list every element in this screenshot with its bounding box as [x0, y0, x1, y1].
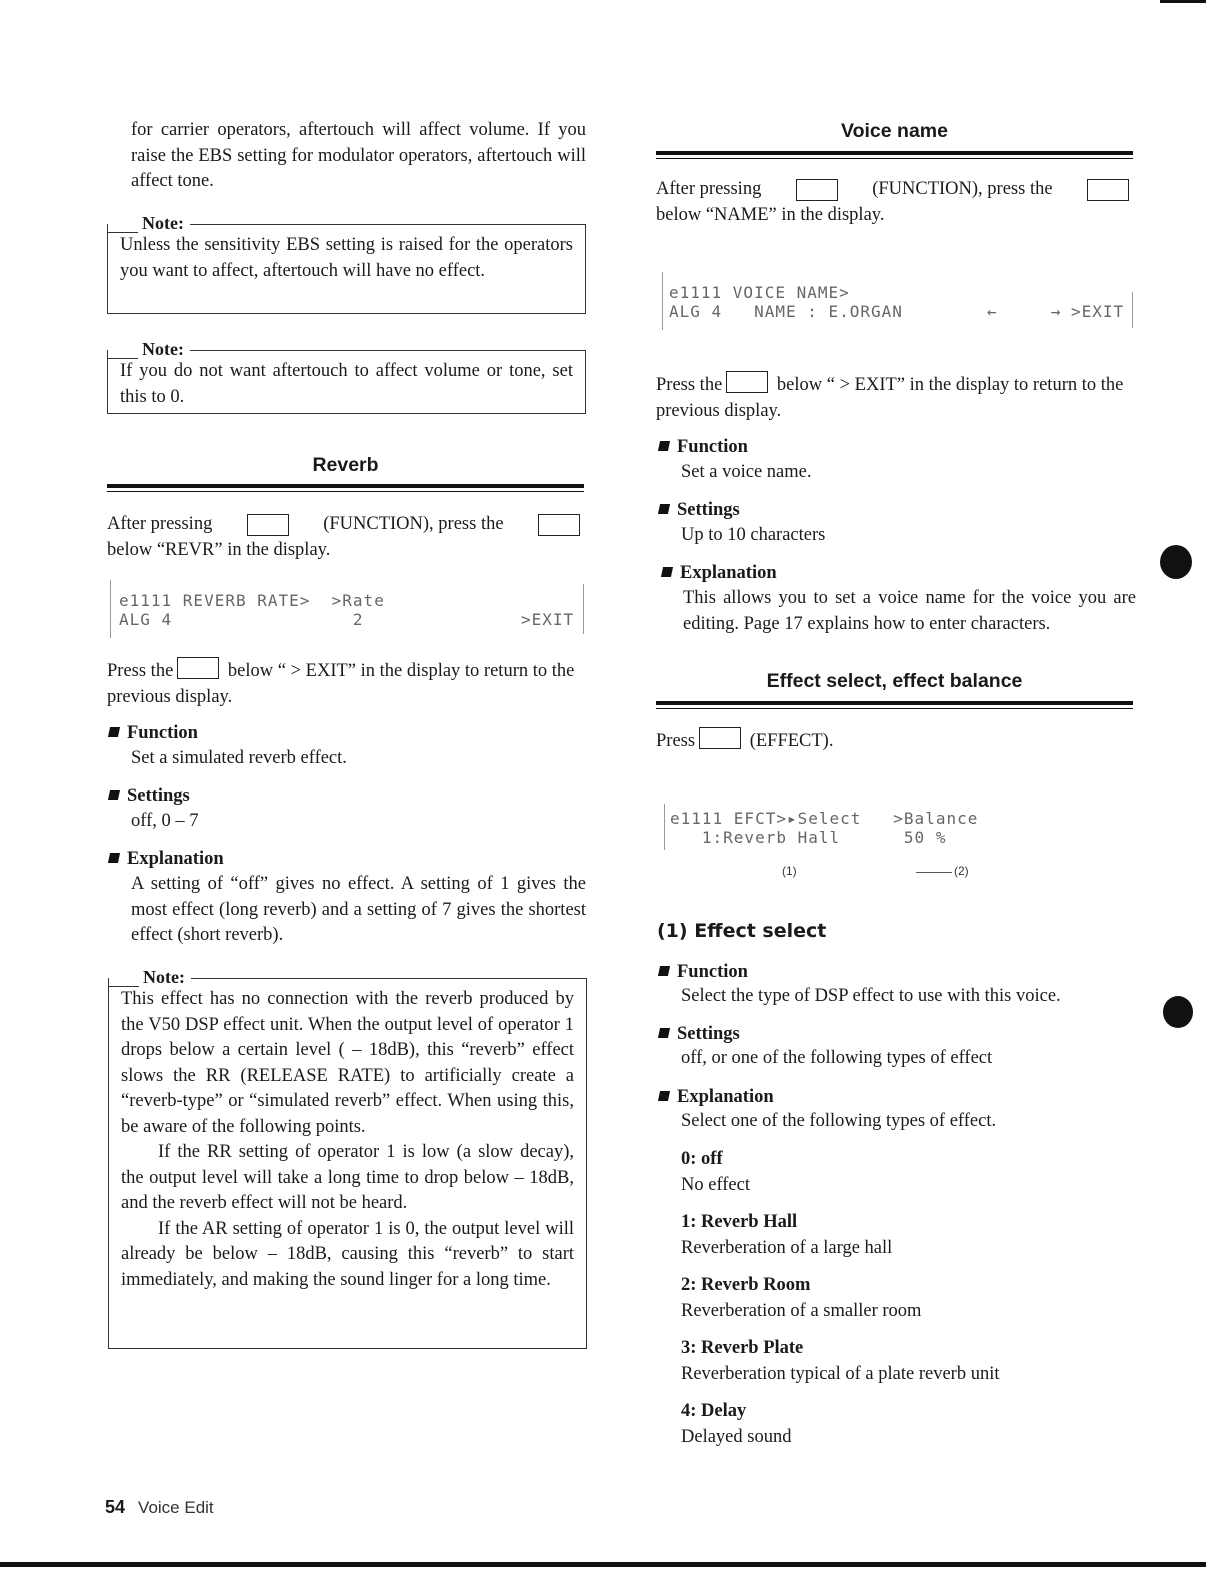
- explanation-label: Explanation: [109, 847, 224, 871]
- settings-label: Settings: [659, 498, 740, 522]
- effect-list: [681, 1147, 1131, 1462]
- press-effect-text: Press (EFFECT).: [656, 727, 1133, 755]
- section-name: Voice Edit: [138, 1498, 214, 1517]
- lcd-line-2: ALG 4 NAME : E.ORGAN: [669, 302, 903, 321]
- lcd-line-1: e1111 EFCT>▸Select >Balance: [670, 809, 979, 828]
- heading-rule-thin: [656, 708, 1133, 709]
- press-exit-text: Press the below “ > EXIT” in the display to return to the previous display.: [656, 371, 1136, 424]
- page-footer: [105, 1497, 214, 1518]
- page-number: 54: [105, 1497, 126, 1517]
- settings-text: off, 0 – 7: [131, 811, 199, 831]
- reverb-instructions: After pressing (FUNCTION), press the below “REVR” in the display.: [107, 512, 584, 563]
- settings-text: Up to 10 characters: [681, 525, 826, 545]
- callout-2: (2): [954, 864, 969, 878]
- note-label: Note:: [109, 967, 191, 987]
- heading-rule: [656, 701, 1133, 705]
- effect-button-icon: [699, 727, 741, 749]
- effect-select-subheading: (1) Effect select: [657, 920, 827, 942]
- note-label: Note:: [108, 213, 190, 233]
- explanation-label: Explanation: [659, 1085, 774, 1109]
- lcd-display-effect: [664, 796, 1134, 891]
- explanation-text: A setting of “off” gives no effect. A setting of 1 gives the most effect (long reverb) and a setting of 7 gives the shortest effect (short reverb).: [131, 874, 586, 945]
- lcd-line-1: e1111 REVERB RATE> >Rate: [119, 591, 385, 610]
- soft-button-icon: [177, 657, 219, 679]
- list-item: 4: Delay Delayed sound: [681, 1401, 792, 1447]
- function-button-icon: [247, 514, 289, 536]
- voice-name-heading: Voice name: [841, 120, 948, 142]
- note-box-2: [107, 339, 586, 414]
- note-box-1: [107, 213, 586, 314]
- note-text: If you do not want aftertouch to affect volume or tone, set this to 0.: [120, 361, 573, 407]
- explanation-text: Select one of the following types of effect.: [681, 1111, 997, 1131]
- note-label: Note:: [108, 339, 190, 359]
- heading-rule: [107, 484, 584, 488]
- settings-label: Settings: [109, 784, 190, 808]
- function-text: Set a voice name.: [681, 462, 812, 482]
- lcd-line-2: ALG 4 2: [119, 610, 364, 629]
- note-paragraph: If the AR setting of operator 1 is 0, the output level will already be below – 18dB, causing this “reverb” to start immediately, and making the sound linger for a long time.: [121, 1218, 574, 1290]
- bottom-edge-rule: [0, 1562, 1206, 1567]
- settings-label: Settings: [659, 1022, 740, 1046]
- function-text: Select the type of DSP effect to use with this voice.: [681, 986, 1061, 1006]
- list-item: 3: Reverb Plate Reverberation typical of a plate reverb unit: [681, 1338, 1000, 1384]
- function-label: Function: [109, 721, 198, 745]
- lcd-exit: >EXIT: [521, 610, 575, 629]
- note-paragraph: If the RR setting of operator 1 is low (a slow decay), the output level will take a long time to drop below – 18dB, and the reverb effect will not be heard.: [121, 1142, 574, 1213]
- edge-mark: [1160, 0, 1206, 3]
- function-label: Function: [659, 435, 748, 459]
- soft-button-icon: [726, 371, 768, 393]
- lcd-exit: >EXIT: [1071, 302, 1125, 321]
- explanation-text: This allows you to set a voice name for the voice you are editing. Page 17 explains how to enter characters.: [683, 588, 1136, 634]
- list-item: 0: off No effect: [681, 1149, 750, 1195]
- settings-text: off, or one of the following types of effect: [681, 1048, 993, 1068]
- lcd-line-1: e1111 VOICE NAME>: [669, 283, 850, 302]
- heading-rule-thin: [107, 491, 584, 492]
- press-exit-text: Press the below “ > EXIT” in the display to return to the previous display.: [107, 657, 587, 710]
- lcd-display-reverb: [110, 580, 586, 638]
- lcd-arrows: ← →: [987, 302, 1062, 321]
- reverb-heading: Reverb: [312, 454, 379, 476]
- function-text: Set a simulated reverb effect.: [131, 748, 347, 768]
- list-item: 1: Reverb Hall Reverberation of a large hall: [681, 1212, 893, 1258]
- note-box-3: [108, 967, 587, 1349]
- intro-paragraph: for carrier operators, aftertouch will affect volume. If you raise the EBS setting for modulator operators, aftertouch will affect tone.: [131, 120, 586, 191]
- voice-instructions: After pressing (FUNCTION), press the below “NAME” in the display.: [656, 177, 1133, 228]
- heading-rule: [656, 151, 1133, 155]
- function-button-icon: [796, 179, 838, 201]
- heading-rule-thin: [656, 158, 1133, 159]
- function-label: Function: [659, 960, 748, 984]
- note-paragraph: This effect has no connection with the reverb produced by the V50 DSP effect unit. When the output level of operator 1 drops below a certain level ( – 18dB), this “reverb” effect slows the RR (RELEASE RATE) to artificially create a “reverb-type” or “simulated reverb” effect. When using this, be aware of the following points.: [121, 989, 574, 1137]
- soft-button-icon: [1087, 179, 1129, 201]
- lcd-line-2: 1:Reverb Hall 50 %: [670, 828, 947, 847]
- effect-heading: Effect select, effect balance: [766, 670, 1023, 692]
- explanation-label: Explanation: [662, 561, 777, 585]
- callout-1: (1): [782, 864, 797, 878]
- soft-button-icon: [538, 514, 580, 536]
- hole-punch-mark: [1163, 996, 1193, 1028]
- list-item: 2: Reverb Room Reverberation of a smaller room: [681, 1275, 922, 1321]
- hole-punch-mark: [1160, 545, 1192, 579]
- lcd-display-voice-name: [662, 272, 1135, 330]
- note-text: Unless the sensitivity EBS setting is raised for the operators you want to affect, aftertouch will have no effect.: [120, 235, 573, 281]
